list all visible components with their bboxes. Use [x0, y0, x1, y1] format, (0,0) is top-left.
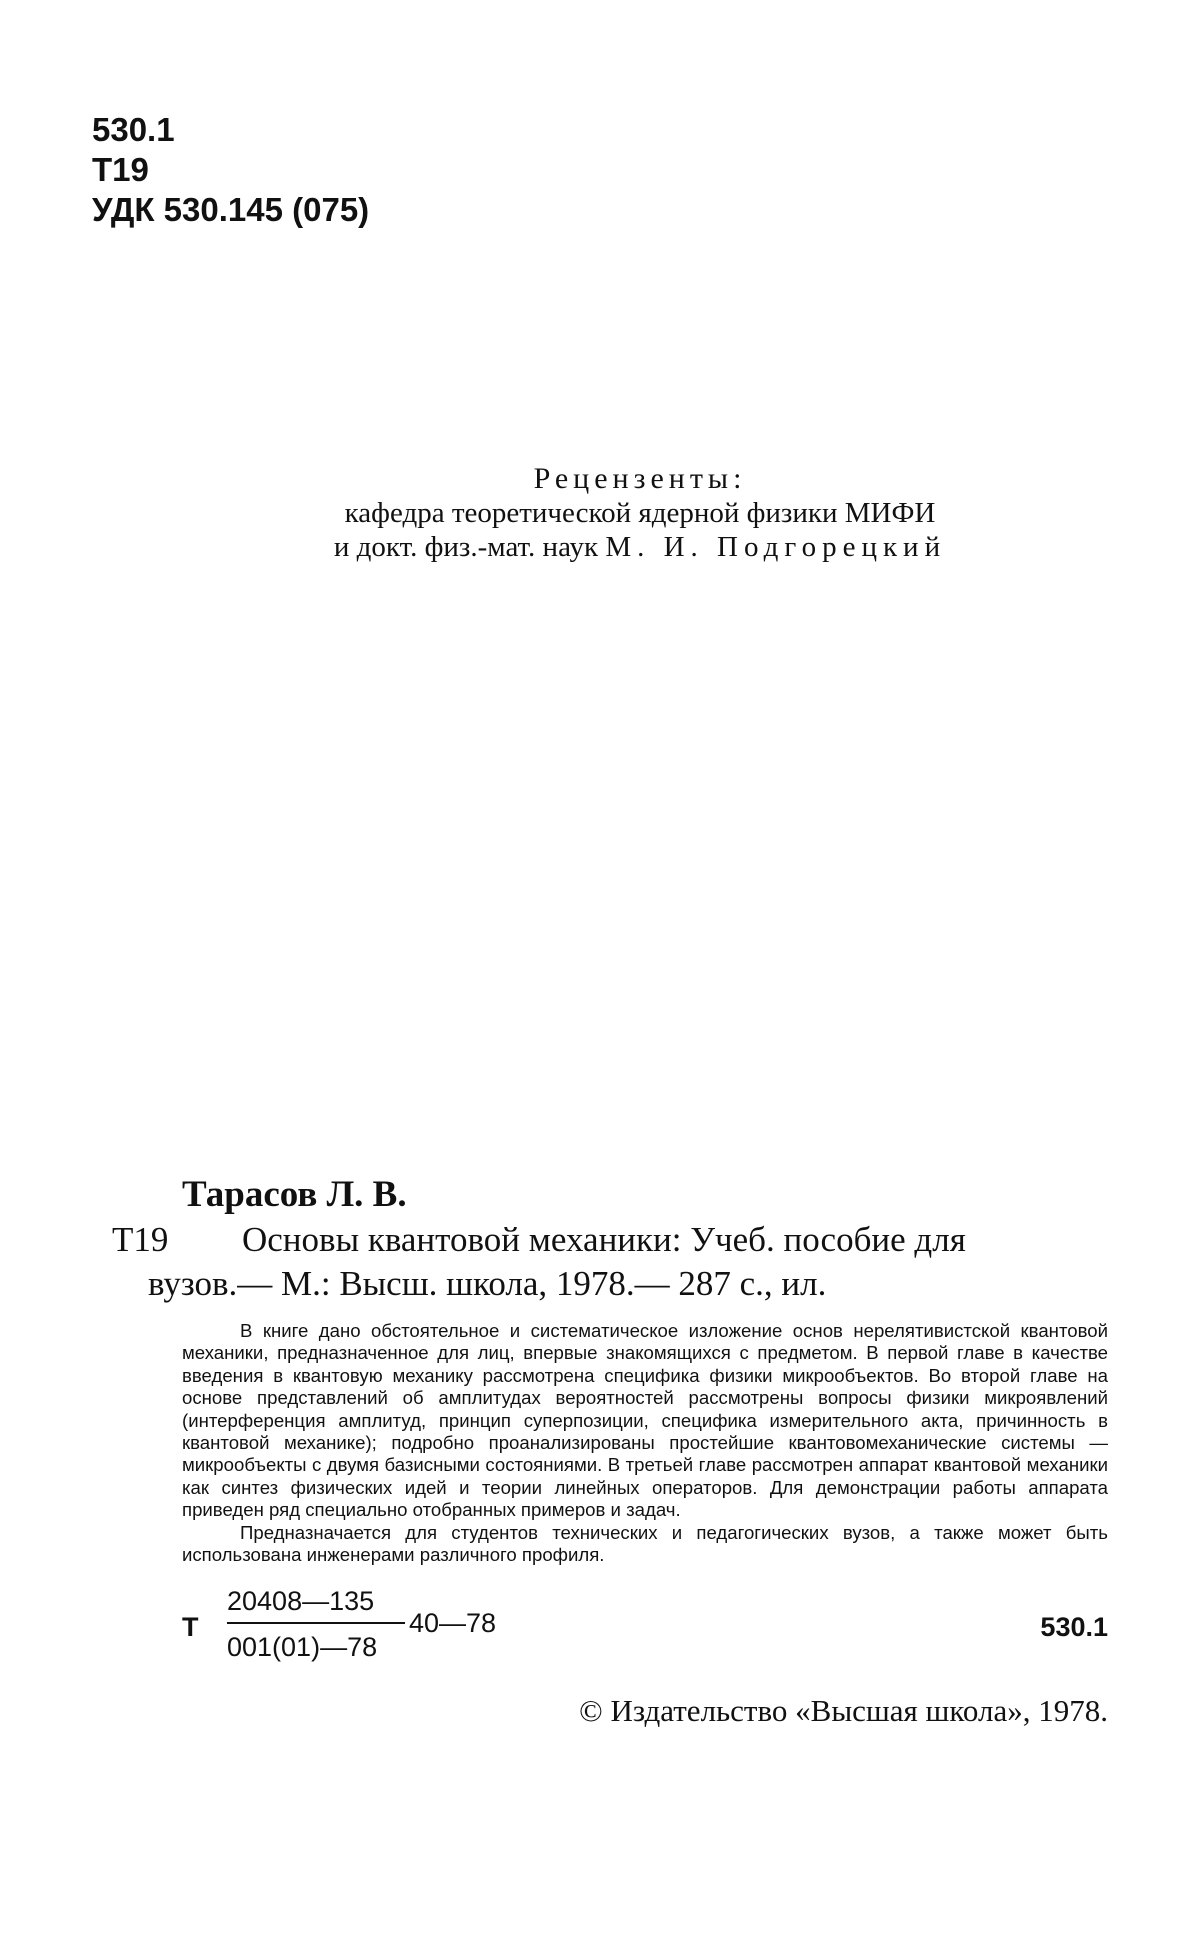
- card-title-line-2: вузов.— М.: Высш. школа, 1978.— 287 с., ил.: [148, 1264, 827, 1303]
- reviewer-person: [270, 530, 1010, 564]
- index-suffix: 40—78: [409, 1608, 497, 1639]
- index-udc: 530.1: [1040, 1612, 1108, 1643]
- catalog-card: [112, 1172, 1108, 1730]
- card-annotation: [112, 1320, 1108, 1566]
- annotation-paragraph-2: Предназначается для студентов технических и педагогических вузов, а также может быть использована инженерами различного профиля.: [182, 1521, 1108, 1566]
- reviewers-heading: Рецензенты:: [533, 462, 747, 495]
- card-code: Т19: [112, 1220, 169, 1259]
- reviewer-degree: и докт. физ.-мат. наук: [333, 531, 599, 563]
- copyright-notice: © Издательство «Высшая школа», 1978.: [579, 1693, 1108, 1729]
- udc-code: УДК 530.145 (075): [92, 191, 370, 228]
- reviewer-department: кафедра теоретической ядерной физики МИФИ: [344, 497, 936, 529]
- index-letter: Т: [182, 1612, 199, 1643]
- classification-block: [92, 110, 369, 230]
- index-denominator: 001(01)—78: [227, 1632, 378, 1663]
- card-title-line-1: Основы квантовой механики: Учеб. пособие для: [242, 1220, 966, 1259]
- reviewers-block: [270, 462, 1010, 564]
- card-title-block: [112, 1218, 1108, 1306]
- card-author: Тарасов Л. В.: [182, 1174, 407, 1215]
- index-numerator: 20408—135: [227, 1586, 375, 1617]
- fraction-bar: [227, 1622, 405, 1624]
- bbk-code: 530.1: [92, 111, 175, 148]
- annotation-paragraph-1: В книге дано обстоятельное и систематическое изложение основ нерелятивистской квантовой механики, предназначенное для лиц, впервые знакомящихся с предметом. В первой главе в качестве введения в квантовую механику рассмотрена специфика физики микрообъектов. Во второй главе на основе представлений об амплитудах вероятностей рассмотрены вопросы физики микроявлений (интерференция амплитуд, принцип суперпозиции, специфика измерительного акта, причинность в квантовой механике); подробно проанализированы простейшие квантовомеханические системы — микрообъекты с двумя базисными состояниями. В третьей главе рассмотрен аппарат квантовой механики как синтез физических идей и теории линейных операторов. Для демонстрации работы аппарата приведен ряд специально отобранных примеров и задач.: [182, 1320, 1108, 1521]
- index-row: [112, 1586, 1108, 1670]
- reviewer-name: М. И. Подгорецкий: [605, 531, 947, 563]
- author-mark: Т19: [92, 151, 149, 188]
